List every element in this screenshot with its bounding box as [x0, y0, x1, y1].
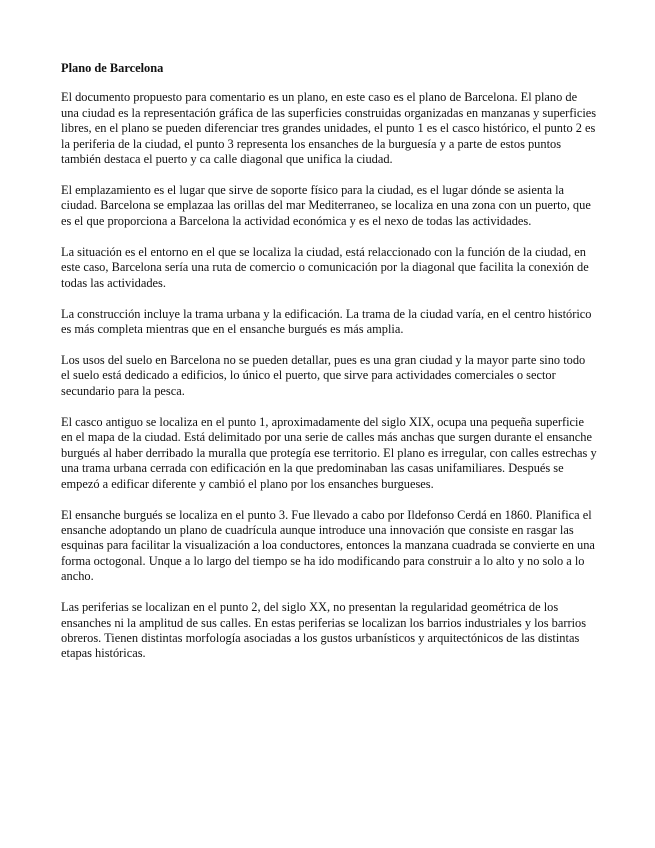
paragraph-situacion: La situación es el entorno en el que se localiza la ciudad, está relaccionado con la función de la ciudad, en este caso, Barcelona sería una ruta de comercio o comunicación por la diagonal que facilita la conexión de todas las actividades. [61, 244, 589, 290]
paragraph-usos-suelo: Los usos del suelo en Barcelona no se pueden detallar, pues es una gran ciudad y la mayor parte sino todo el suelo está dedicado a edificios, lo único el puerto, que sirve para actividades comerciales o sector secundario para la pesca. [61, 353, 586, 398]
document-title: Plano de Barcelona [61, 61, 164, 75]
paragraph-ensanche: El ensanche burgués se localiza en el punto 3. Fue llevado a cabo por Ildefonso Cerdá en 1860. Planifica el ensanche adoptando un plano de cuadrícula aunque introduce una innovación que consiste en rasgar las esquinas para facilitar la visualización a loa conductores, entonces la manzana cuadrada se convierte en una forma octogonal. Unque a lo largo del tiempo se ha ido modificando para construir a lo alto y no solo a lo ancho. [61, 507, 595, 584]
document-body [61, 61, 597, 677]
paragraph-intro: El documento propuesto para comentario es un plano, en este caso es el plano de Barcelona. El plano de una ciudad es la representación gráfica de las superficies construidas organizadas en manzanas y superficies libres, en el plano se pueden diferenciar tres grandes unidades, el punto 1 es el casco histórico, el punto 2 es la periferia de la ciudad, el punto 3 representa los ensanches de la burguesía y a parte de estos puntos también destaca el puerto y ca calle diagonal que unifica la ciudad. [61, 90, 597, 167]
paragraph-casco-antiguo: El casco antiguo se localiza en el punto 1, aproximadamente del siglo XIX, ocupa una pequeña superficie en el mapa de la ciudad. Está delimitado por una serie de calles más anchas que surgen durante el ensanche burgués al haber derribado la muralla que protegía ese territorio. El plano es irregular, con calles estrechas y una trama urbana cerrada con edificación en la que predominaban las casas unifamiliares. Después se empezó a edificar diferente y cambió el plano por los ensanches burgueses. [61, 414, 597, 491]
paragraph-construccion: La construcción incluye la trama urbana y la edificación. La trama de la ciudad varía, en el centro histórico es más completa mientras que en el ensanche burgués es más amplia. [61, 306, 592, 337]
paragraph-emplazamiento: El emplazamiento es el lugar que sirve de soporte físico para la ciudad, es el lugar dónde se asienta la ciudad. Barcelona se emplazaa las orillas del mar Mediterraneo, se localiza en una zona con un puerto, que es el que proporciona a Barcelona la actividad económica y es el nexo de todas las actividades. [61, 183, 591, 228]
paragraph-periferias: Las periferias se localizan en el punto 2, del siglo XX, no presentan la regularidad geométrica de los ensanches ni la amplitud de sus calles. En estas periferias se localizan los barrios industriales y los barrios obreros. Tienen distintas morfología asociadas a los gustos urbanísticos y arquitectónicos de las distintas etapas históricas. [61, 600, 587, 661]
